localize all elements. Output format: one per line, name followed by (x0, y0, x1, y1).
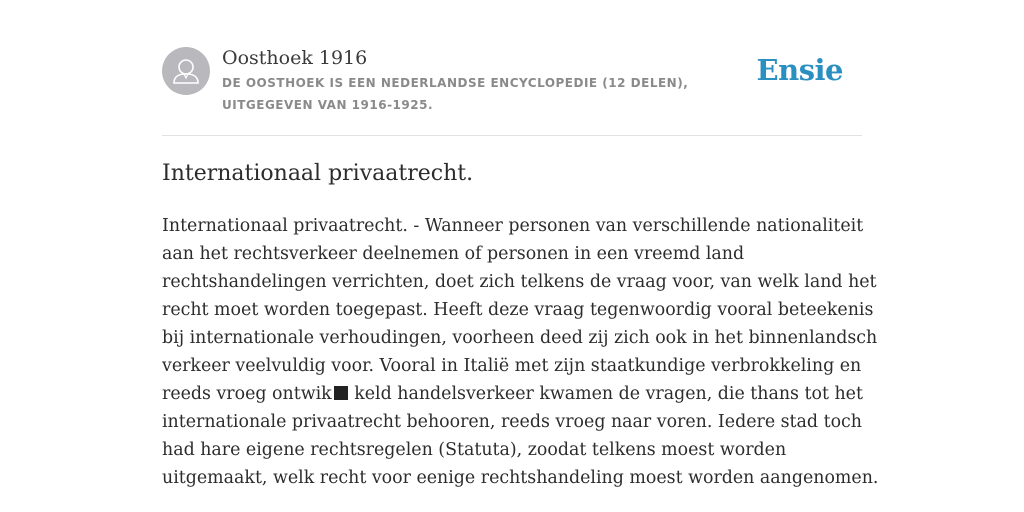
missing-glyph-square (334, 386, 348, 400)
article-line: aan het rechtsverkeer deelnemen of personen in een vreemd land (162, 244, 745, 264)
header-divider (162, 135, 862, 136)
article-line: Internationaal privaatrecht. - Wanneer personen van verschillende nationaliteit (162, 216, 864, 236)
source-header (162, 44, 862, 136)
article-line: recht moet worden toegepast. Heeft deze vraag tegenwoordig vooral beteekenis (162, 300, 874, 320)
article-line: rechtshandelingen verrichten, doet zich telkens de vraag voor, van welk land het (162, 272, 877, 292)
article-line: verkeer veelvuldig voor. Vooral in Italië met zijn staatkundige verbrokkeling en (162, 356, 862, 376)
brand-logo[interactable]: Ensie (756, 53, 843, 87)
article-line: uitgemaakt, welk recht voor eenige rechtshandeling moest worden aangenomen. (162, 468, 879, 488)
source-name-link[interactable]: Oosthoek 1916 (222, 47, 368, 69)
article-line-part: keld handelsverkeer kwamen de vragen, die thans tot het (348, 384, 863, 404)
article-line: internationale privaatrecht behooren, reeds vroeg naar voren. Iedere stad toch (162, 412, 862, 432)
user-avatar-icon[interactable] (162, 47, 210, 95)
article-line-part: reeds vroeg ontwik (162, 384, 332, 404)
source-description: DE OOSTHOEK IS EEN NEDERLANDSE ENCYCLOPEDIE (12 DELEN), UITGEGEVEN VAN 1916-1925. (222, 76, 689, 112)
article-line: had hare eigene rechtsregelen (Statuta), zoodat telkens moest worden (162, 440, 787, 460)
article-line (162, 380, 862, 408)
article-line: bij internationale verhoudingen, voorheen deed zij zich ook in het binnenlandsch (162, 328, 878, 348)
article-title: Internationaal privaatrecht. (162, 161, 474, 186)
article-body (162, 212, 879, 492)
